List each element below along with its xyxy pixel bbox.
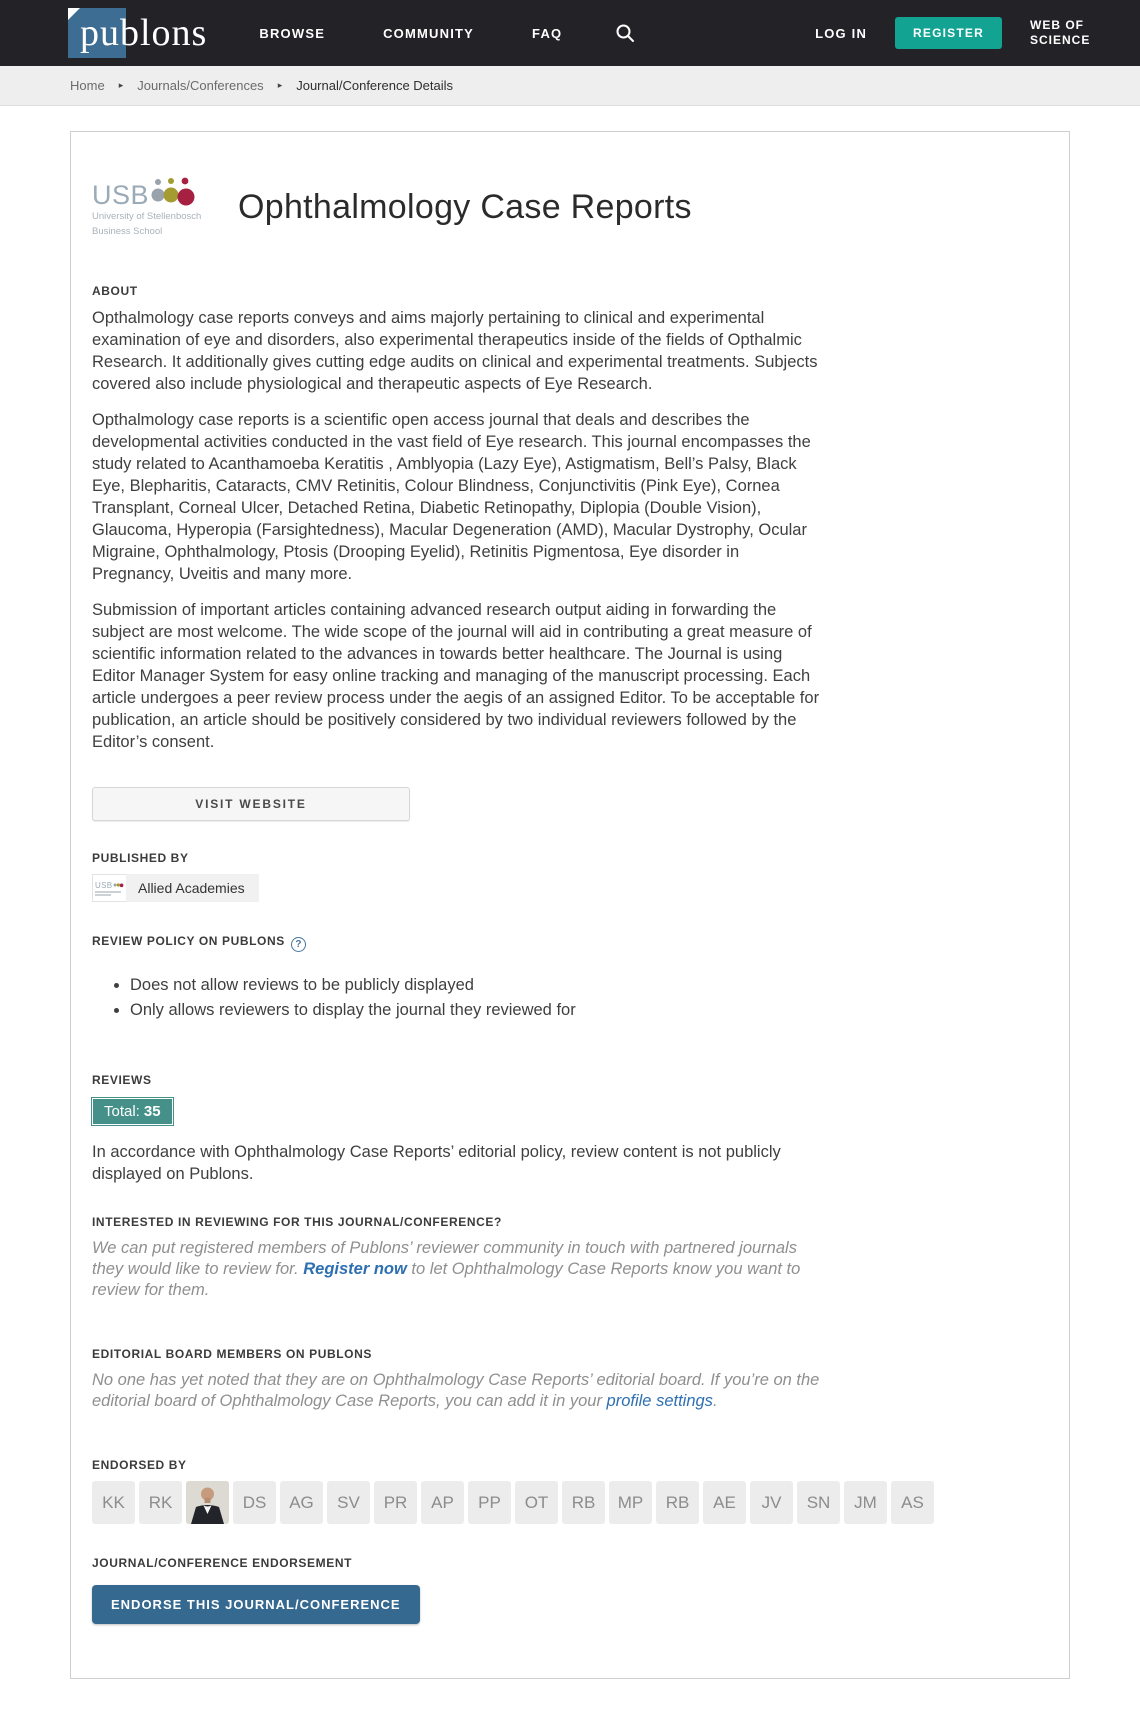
about-paragraph: Opthalmology case reports is a scientific open access journal that deals and describes the developmental activities conducted in the vast field of Eye research. This journal encompasses the study related to Acanthamoeba Keratitis , Amblyopia (Lazy Eye), Astigmatism, Bell’s Palsy, Black Eye, Blepharitis, Cataracts, CMV Retinitis, Colour Blindness, Conjunctivitis (Pink Eye), Cornea Transplant, Corneal Ulcer, Detached Retina, Diabetic Retinopathy, Diplopia (Double Vision), Glaucoma, Hyperopia (Farsightedness), Macular Degeneration (AMD), Macular Dystrophy, Ocular Migraine, Ophthalmology, Ptosis (Drooping Eyelid), Retinitis Pigmentosa, Eye disorder in Pregnancy, Uveitis and many more.: [92, 411, 811, 583]
journal-logo-text: USB: [92, 180, 150, 210]
interested-text-before: We can put registered members of Publons’ reviewer community in touch with partnered journals they would like to review for.: [92, 1239, 797, 1278]
endorser-avatar[interactable]: JV: [750, 1481, 793, 1524]
review-policy-list: [130, 973, 1039, 1023]
about-paragraph: Opthalmology case reports conveys and aims majorly pertaining to clinical and experimental examination of eye and disorders, also experimental therapeutics inside of the fields of Opthalmic Research. It additionally gives cutting edge audits on clinical and experimental treatments. Subjects covered also include physiological and therapeutic aspects of Eye Research.: [92, 309, 818, 393]
editorial-board-section: [92, 1347, 1039, 1412]
journal-logo-subtitle-1: University of Stellenbosch: [92, 211, 202, 222]
endorser-avatar[interactable]: RB: [562, 1481, 605, 1524]
publisher-name: Allied Academies: [126, 874, 259, 902]
endorser-avatar[interactable]: RK: [139, 1481, 182, 1524]
publons-logo[interactable]: [68, 0, 207, 66]
endorser-avatar[interactable]: MP: [609, 1481, 652, 1524]
editorial-board-heading: EDITORIAL BOARD MEMBERS ON PUBLONS: [92, 1347, 372, 1361]
breadcrumb-current: Journal/Conference Details: [296, 78, 454, 93]
journal-detail-card: [70, 131, 1070, 1679]
register-now-link[interactable]: Register now: [303, 1260, 407, 1278]
publons-logo-text: publons: [80, 12, 208, 54]
endorser-avatar[interactable]: OT: [515, 1481, 558, 1524]
published-by-section: [92, 851, 1039, 902]
endorser-photo-avatar[interactable]: [186, 1481, 229, 1524]
chevron-right-icon: ▸: [277, 80, 283, 90]
endorser-avatar-row: [92, 1481, 1039, 1524]
endorser-avatar[interactable]: PP: [468, 1481, 511, 1524]
log-in-link[interactable]: LOG IN: [815, 25, 868, 41]
visit-website-button[interactable]: VISIT WEBSITE: [92, 787, 410, 821]
interested-text: [92, 1238, 832, 1301]
publisher-chip[interactable]: [92, 874, 259, 902]
endorser-avatar[interactable]: AP: [421, 1481, 464, 1524]
nav-item-browse[interactable]: BROWSE: [259, 25, 326, 41]
about-section: [92, 284, 1039, 753]
editorial-board-text: [92, 1370, 832, 1412]
endorser-avatar[interactable]: PR: [374, 1481, 417, 1524]
endorser-avatar[interactable]: KK: [92, 1481, 135, 1524]
nav-item-community[interactable]: COMMUNITY: [383, 25, 475, 41]
web-of-science-link[interactable]: WEB OF SCIENCE: [1030, 18, 1091, 47]
chevron-right-icon: ▸: [118, 80, 124, 90]
total-value: 35: [143, 1103, 161, 1120]
editorial-text-after: .: [712, 1392, 718, 1410]
nav-right: [815, 17, 1100, 49]
journal-logo: [92, 170, 210, 238]
breadcrumb-journals[interactable]: Journals/Conferences: [137, 78, 264, 93]
journal-header: [92, 170, 1039, 238]
top-nav: [0, 0, 1140, 66]
endorsement-section: [92, 1556, 1039, 1624]
endorser-avatar[interactable]: RB: [656, 1481, 699, 1524]
endorser-avatar[interactable]: AS: [891, 1481, 934, 1524]
nav-menu: [259, 26, 562, 41]
total-label: Total:: [104, 1103, 140, 1120]
reviews-total-badge: [92, 1098, 173, 1125]
reviews-policy-note: In accordance with Ophthalmology Case Reports’ editorial policy, review content is not publicly displayed on Publons.: [92, 1143, 781, 1183]
search-icon[interactable]: [614, 22, 636, 44]
review-policy-item: • Only allows reviewers to display the journal they reviewed for: [130, 998, 1039, 1023]
interested-heading: INTERESTED IN REVIEWING FOR THIS JOURNAL/CONFERENCE?: [92, 1215, 502, 1229]
endorser-avatar[interactable]: SN: [797, 1481, 840, 1524]
breadcrumb: [0, 66, 1140, 106]
about-heading: ABOUT: [92, 284, 138, 298]
endorse-journal-button[interactable]: ENDORSE THIS JOURNAL/CONFERENCE: [92, 1585, 420, 1624]
endorser-avatar[interactable]: AG: [280, 1481, 323, 1524]
page-title: Ophthalmology Case Reports: [238, 188, 692, 226]
publisher-logo-text: USB: [95, 880, 113, 890]
nav-item-faq[interactable]: FAQ: [532, 25, 563, 41]
reviews-section: [92, 1073, 1039, 1185]
endorser-avatar[interactable]: SV: [327, 1481, 370, 1524]
interested-text-after: to let Ophthalmology Case Reports know you want to review for them.: [92, 1260, 801, 1299]
interested-section: [92, 1215, 1039, 1301]
register-button[interactable]: REGISTER: [895, 17, 1002, 49]
profile-settings-link[interactable]: profile settings: [606, 1392, 713, 1410]
endorsed-by-heading: ENDORSED BY: [92, 1458, 187, 1472]
endorsed-by-section: [92, 1458, 1039, 1524]
help-icon[interactable]: ?: [291, 937, 306, 952]
endorser-avatar[interactable]: AE: [703, 1481, 746, 1524]
about-paragraph: Submission of important articles containing advanced research output aiding in forwarding the subject are most welcome. The wide scope of the journal will aid in contributing a great measure of scientific information related to the advances in towards better healthcare. The Journal is using Editor Manager System for easy online tracking and managing of the manuscript processing. Each article undergoes a peer review process under the aegis of an assigned Editor. To be acceptable for publication, an article should be positively considered by two individual reviewers followed by the Editor’s consent.: [92, 601, 820, 751]
published-by-heading: PUBLISHED BY: [92, 851, 189, 865]
editorial-text-before: No one has yet noted that they are on Ophthalmology Case Reports’ editorial board. If you’re on the editorial board of Ophthalmology Case Reports, you can add it in your: [92, 1371, 820, 1410]
breadcrumb-home[interactable]: Home: [70, 78, 105, 93]
reviews-heading: REVIEWS: [92, 1073, 152, 1087]
publisher-logo-icon: [92, 874, 126, 902]
review-policy-heading: REVIEW POLICY ON PUBLONS: [92, 934, 285, 948]
endorsement-heading: JOURNAL/CONFERENCE ENDORSEMENT: [92, 1556, 353, 1570]
endorser-avatar[interactable]: JM: [844, 1481, 887, 1524]
journal-logo-subtitle-2: Business School: [92, 226, 163, 237]
endorser-avatar[interactable]: DS: [233, 1481, 276, 1524]
usb-dots-icon: [149, 176, 197, 208]
review-policy-item: • Does not allow reviews to be publicly displayed: [130, 973, 1039, 998]
usb-dots-icon: [113, 881, 124, 889]
review-policy-section: [92, 932, 1039, 1023]
